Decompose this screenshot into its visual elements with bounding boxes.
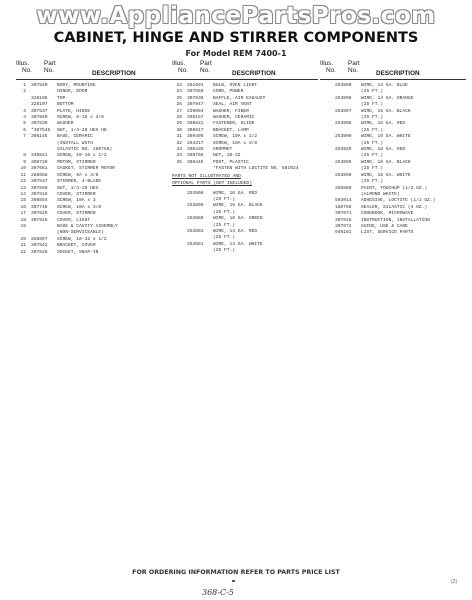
- part-no: 253886: [187, 216, 204, 222]
- part-no: 328105: [31, 95, 48, 101]
- ordering-footer: FOR ORDERING INFORMATION REFER TO PARTS PRICE LIST: [132, 569, 340, 576]
- parts-list: [16, 83, 172, 256]
- part-no: 253896: [335, 172, 352, 178]
- note-not-illustrated: PARTS NOT ILLUSTRATED AND: [172, 173, 241, 179]
- page-number: (2): [451, 579, 458, 585]
- part-no: 307550: [31, 185, 48, 191]
- part-description: MOTOR, STIRRER: [57, 159, 96, 165]
- part-description: *FASTEN WITH LOCTITE NO. 581024: [213, 166, 299, 172]
- part-description: ADHESIVE, LOCTITE (1/1 OZ.): [361, 198, 436, 204]
- part-no: 307748: [31, 204, 48, 210]
- part-description: BAFFLE, AIR EXHAUST: [213, 95, 266, 101]
- header-part: Part: [44, 60, 56, 67]
- part-description: (25 FT.): [213, 248, 236, 254]
- parts-list-optional: [172, 191, 318, 255]
- part-description: BASE, CERAMIC: [57, 134, 93, 140]
- part-description: PAINT, TOUCHUP (1/2 OZ.): [361, 185, 428, 191]
- part-description: BASE & CAVITY ASSEMBLY: [57, 223, 118, 229]
- part-no: 308445: [187, 159, 204, 165]
- column-header: [16, 60, 172, 80]
- part-no: 340641: [31, 153, 48, 159]
- part-description: WIRE, 10 GA. WHITE: [361, 134, 411, 140]
- illus-no: 10: [20, 166, 26, 172]
- part-description: WIRE, 14 GA. RED: [213, 228, 258, 234]
- part-no: 180758: [335, 204, 352, 210]
- part-description: (25 FT.): [361, 127, 384, 133]
- illus-no: 5: [23, 121, 26, 127]
- part-description: (NON-SERVICEABLE): [57, 230, 104, 236]
- part-description: SEALER, SILASTIC (4 OZ.): [361, 204, 428, 210]
- part-no: 307936: [187, 95, 204, 101]
- part-description: WASHER, FIBER: [213, 108, 249, 114]
- part-description: (25 FT.): [361, 89, 384, 95]
- illus-no: 2: [23, 89, 26, 95]
- list-item: [320, 230, 466, 236]
- part-description: WIRE, 16 GA. RED: [213, 190, 258, 196]
- part-no: 307518: [31, 191, 48, 197]
- illus-no: 33: [176, 147, 182, 153]
- part-no: 253897: [335, 108, 352, 114]
- part-description: POST, PLASTIC: [213, 159, 249, 165]
- part-no: 253896: [187, 203, 204, 209]
- part-description: TOP: [57, 95, 66, 101]
- part-no: 307539: [31, 121, 48, 127]
- illus-no: 34: [176, 153, 182, 159]
- part-no: 307947: [187, 102, 204, 108]
- part-no: 253906: [187, 190, 204, 196]
- header-no: No.: [178, 67, 188, 74]
- part-no: 307916: [31, 217, 48, 223]
- watermark: www.AppliancePartsPros.com: [36, 3, 436, 29]
- header-no2: No.: [348, 67, 358, 74]
- handwritten-note: 368-C-5: [202, 588, 234, 597]
- part-description: COVER, LIGHT: [57, 217, 91, 223]
- part-description: BRACKET, COVER: [57, 243, 96, 249]
- illus-no: [172, 248, 182, 254]
- part-description: BULB, OVEN LIGHT: [213, 83, 258, 88]
- illus-no: 7: [23, 134, 26, 140]
- header-description: DESCRIPTION: [92, 70, 136, 77]
- header-no: No.: [22, 67, 32, 74]
- part-description: WIRE, 14 GA. BLUE: [361, 83, 408, 88]
- part-description: (25 FT.): [361, 115, 384, 121]
- part-no: 307840: [31, 115, 48, 121]
- part-no: 308435: [187, 147, 204, 153]
- part-no: 239084: [187, 108, 204, 114]
- part-description: WIRE, 16 GA. BLACK: [361, 108, 411, 114]
- part-no: 308766: [187, 153, 204, 159]
- part-no: 253900: [335, 134, 352, 140]
- part-no: 253898: [335, 95, 352, 101]
- header-part: Part: [348, 60, 360, 67]
- part-description: PLATE, HINGE: [57, 108, 91, 114]
- part-no: 940181: [335, 230, 352, 236]
- part-description: (25 FT.): [361, 166, 384, 172]
- part-no: *307545: [31, 127, 51, 133]
- part-description: CORD, POWER: [213, 89, 244, 95]
- part-description: WASHER: [57, 121, 74, 127]
- illus-no: 19: [20, 223, 26, 229]
- illus-no: 8: [23, 153, 26, 159]
- part-description: NUT, 1/4-20 HEX: [57, 185, 99, 191]
- illus-no: 3: [23, 108, 26, 114]
- illus-no: 16: [20, 204, 26, 210]
- list-item: [172, 248, 318, 254]
- part-no: 253890: [335, 83, 352, 88]
- part-description: (25 FT.): [361, 140, 384, 146]
- illus-no: 4: [23, 115, 26, 121]
- parts-list: [172, 83, 318, 173]
- illus-no: 9: [23, 159, 26, 165]
- part-description: LIST, SERVICE PARTS: [361, 230, 414, 236]
- part-no: 264317: [187, 140, 204, 146]
- part-no: 253881: [187, 241, 204, 247]
- note-optional-parts: OPTIONAL PARTS (NOT INCLUDED): [172, 181, 252, 187]
- part-description: SCREW, 10A x 3/8: [213, 140, 258, 146]
- part-no: 307542: [31, 243, 48, 249]
- illus-no: 14: [20, 191, 26, 197]
- part-no: 261691: [187, 83, 204, 88]
- part-no: 308157: [187, 115, 204, 121]
- part-description: BODY, MOUNTING: [57, 83, 96, 88]
- part-description: (25 FT.): [213, 222, 236, 228]
- part-description: SCREW, 10A x 1/2: [213, 134, 258, 140]
- part-description: SCREW, 10-16 x 1/2: [57, 153, 107, 159]
- illus-no: 31: [176, 134, 182, 140]
- part-no: 308831: [187, 121, 204, 127]
- part-no: 253883: [187, 228, 204, 234]
- illus-no: 6: [23, 127, 26, 133]
- part-no: 307672: [335, 223, 352, 229]
- part-description: SILASTIC NO. 180758): [57, 147, 113, 153]
- part-description: (25 FT.): [213, 196, 236, 202]
- illus-no: [320, 230, 330, 236]
- part-no: 258897: [31, 236, 48, 242]
- part-no: 307629: [31, 211, 48, 217]
- part-no: 253895: [335, 159, 352, 165]
- part-no: 288658: [31, 172, 48, 178]
- illus-no: 35: [176, 159, 182, 165]
- part-description: GUIDE, USE & CARE: [361, 223, 408, 229]
- list-item: [16, 250, 172, 256]
- parts-column-3: [320, 60, 466, 237]
- illus-no: 17: [20, 211, 26, 217]
- illus-no: 18: [20, 217, 26, 223]
- part-description: STIRRER, 4-BLADE: [57, 179, 102, 185]
- part-description: SCREW, 10-32 x 1/2: [57, 236, 107, 242]
- part-description: BOTTOM: [57, 102, 74, 108]
- illus-no: 26: [176, 102, 182, 108]
- part-description: HINGE, DOOR: [57, 89, 88, 95]
- part-description: (25 FT.): [213, 235, 236, 241]
- part-description: SCREW, 8A x 3/8: [57, 172, 99, 178]
- part-description: GROMMET: [213, 147, 233, 153]
- part-description: WIRE, 18 GA. RED: [361, 147, 406, 153]
- column-header: [172, 60, 318, 80]
- part-no: 308617: [187, 127, 204, 133]
- illus-no: 23: [176, 83, 182, 88]
- part-description: (25 FT.): [213, 209, 236, 215]
- illus-no: 20: [20, 236, 26, 242]
- parts-column-1: [16, 60, 172, 256]
- part-description: (INSTALL WITH: [57, 140, 93, 146]
- header-no: No.: [326, 67, 336, 74]
- part-no: 307540: [31, 83, 48, 88]
- illus-no: 30: [176, 127, 182, 133]
- header-description: DESCRIPTION: [376, 70, 420, 77]
- header-no2: No.: [200, 67, 210, 74]
- part-no: 307815: [335, 217, 352, 223]
- part-description: NUT, 1/4-20 HEX HD: [57, 127, 107, 133]
- part-no: 307659: [187, 89, 204, 95]
- part-no: 308554: [31, 198, 48, 204]
- illus-no: 29: [176, 121, 182, 127]
- part-no: 307537: [31, 179, 48, 185]
- parts-list: [320, 83, 466, 237]
- part-description: (25 FT.): [361, 179, 384, 185]
- part-no: 253908: [335, 121, 352, 127]
- part-description: WIRE, 16 GA. BLACK: [213, 203, 263, 209]
- part-description: WIRE, 18 GA. WHITE: [361, 172, 411, 178]
- illus-no: 25: [176, 95, 182, 101]
- illus-no: 1: [23, 83, 26, 88]
- header-no2: No.: [44, 67, 54, 74]
- illus-no: 24: [176, 89, 182, 95]
- illus-no: 21: [20, 243, 26, 249]
- part-description: (25 FT.): [361, 153, 384, 159]
- header-illus: Illus.: [16, 60, 30, 67]
- part-no: 309405: [187, 134, 204, 140]
- part-description: WASHER, CERAMIC: [213, 115, 255, 121]
- illus-no: 27: [176, 108, 182, 114]
- illus-no: 11: [20, 172, 26, 178]
- part-description: COVER, STIRRER: [57, 191, 96, 197]
- part-description: GASKET, STIRRER MOTOR: [57, 166, 115, 172]
- illus-no: 28: [176, 115, 182, 121]
- illus-no: [172, 166, 182, 172]
- part-description: (ALMOND WHITE): [361, 191, 400, 197]
- part-description: WIRE, 16 GA. GREEN: [213, 216, 263, 222]
- model-subtitle: For Model REM 7400-1: [185, 49, 287, 58]
- part-description: SCREW, 10A x 3: [57, 198, 96, 204]
- part-no: [182, 248, 213, 254]
- header-description: DESCRIPTION: [232, 70, 276, 77]
- part-description: FASTENER, SLIDE: [213, 121, 255, 127]
- part-description: BRACKET, LAMP: [213, 127, 249, 133]
- part-no: 593014: [335, 198, 352, 204]
- part-no: 307529: [31, 249, 48, 255]
- illus-no: 32: [176, 140, 182, 146]
- illus-no: 13: [20, 185, 26, 191]
- parts-column-2: [172, 60, 318, 255]
- part-description: SCREW, 10A x 3/8: [57, 204, 102, 210]
- part-description: WIRE, 14 GA. ORANGE: [361, 95, 414, 101]
- part-description: SCREW, 6-18 x 3/8: [57, 115, 104, 121]
- part-no: 266869: [335, 185, 352, 191]
- part-no: 328107: [31, 102, 48, 108]
- column-header: [320, 60, 466, 80]
- part-no: 307671: [335, 211, 352, 217]
- part-description: COOKBOOK, MICROWAVE: [361, 211, 414, 217]
- illus-no: 12: [20, 179, 26, 185]
- part-description: SEAL, AIR VENT: [213, 102, 252, 108]
- part-no: 307537: [31, 108, 48, 114]
- part-description: SOCKET, SNAP-IN: [57, 249, 99, 255]
- part-description: WIRE, 16 GA. RED: [361, 121, 406, 127]
- part-no: 308145: [31, 134, 48, 140]
- part-no: [182, 166, 213, 172]
- part-description: (25 FT.): [361, 102, 384, 108]
- part-no: 253929: [335, 147, 352, 153]
- part-description: WIRE, 18 GA. BLACK: [361, 159, 411, 165]
- illus-no: 15: [20, 198, 26, 204]
- part-no: 308720: [31, 159, 48, 165]
- part-description: INSTRUCTION, INSTALLATION: [361, 217, 430, 223]
- list-item: [172, 166, 318, 172]
- part-description: NUT, 10-32: [213, 153, 241, 159]
- header-part: Part: [200, 60, 212, 67]
- header-illus: Illus.: [172, 60, 186, 67]
- part-description: COVER, STIRRER: [57, 211, 96, 217]
- part-no: 307661: [31, 166, 48, 172]
- part-description: WIRE, 14 GA. WHITE: [213, 241, 263, 247]
- page-mark: [232, 580, 235, 582]
- header-illus: Illus.: [320, 60, 334, 67]
- illus-no: 22: [20, 249, 26, 255]
- page-title: CABINET, HINGE AND STIRRER COMPONENTS: [53, 30, 419, 46]
